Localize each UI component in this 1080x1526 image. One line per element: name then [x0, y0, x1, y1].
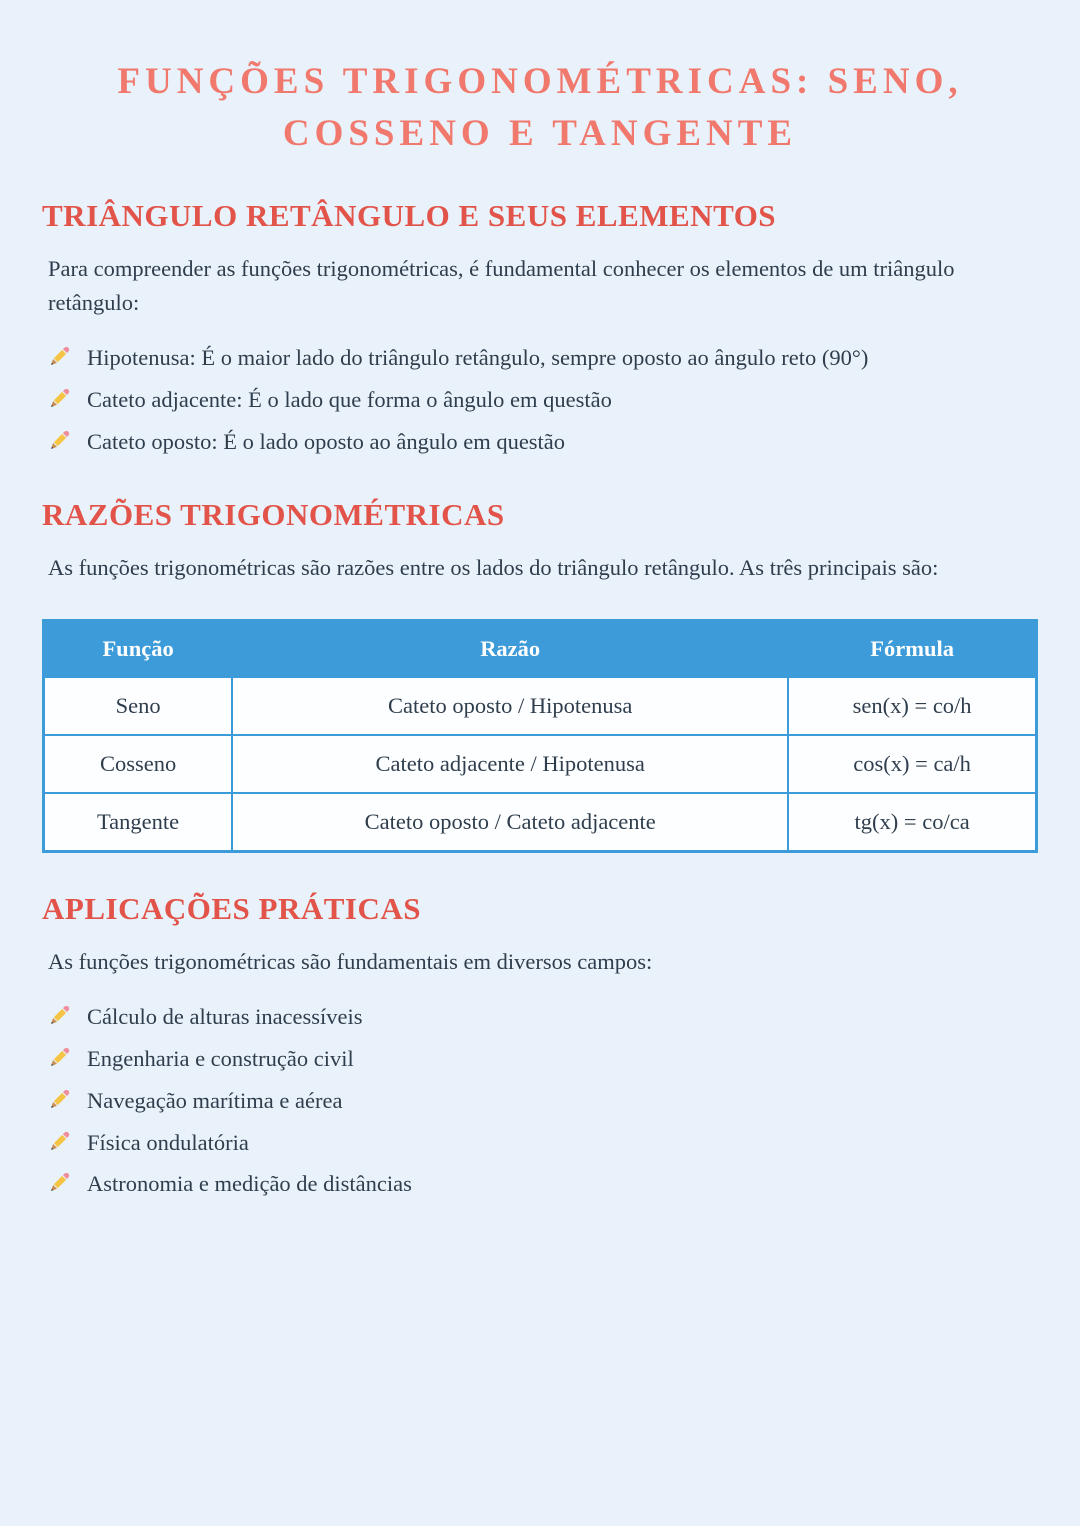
table-cell: Tangente — [44, 793, 233, 852]
list-item — [48, 383, 1038, 417]
table-row — [44, 793, 1037, 852]
section-heading-triangle: TRIÂNGULO RETÂNGULO E SEUS ELEMENTOS — [42, 197, 777, 233]
table-header-row — [44, 621, 1037, 678]
table-cell: tg(x) = co/ca — [788, 793, 1036, 852]
table-row — [44, 677, 1037, 735]
table-cell: Cosseno — [44, 735, 233, 793]
table-cell: sen(x) = co/h — [788, 677, 1036, 735]
list-item-text: Navegação marítima e aérea — [87, 1087, 343, 1113]
pencil-icon — [48, 429, 71, 452]
triangle-bullet-list — [48, 341, 1038, 458]
table-cell: Cateto adjacente / Hipotenusa — [232, 735, 788, 793]
applications-bullet-list — [48, 1000, 1038, 1201]
table-cell: Cateto oposto / Hipotenusa — [232, 677, 788, 735]
section-heading-ratios: RAZÕES TRIGONOMÉTRICAS — [42, 496, 505, 532]
list-item — [48, 1167, 1038, 1201]
list-item-text: Astronomia e medição de distâncias — [87, 1171, 412, 1197]
pencil-icon — [48, 1088, 71, 1111]
page-title-line1: FUNÇÕES TRIGONOMÉTRICAS: SENO, — [117, 61, 963, 102]
list-item — [48, 341, 1038, 375]
pencil-icon — [48, 1004, 71, 1027]
list-item-text: Cálculo de alturas inacessíveis — [87, 1004, 363, 1030]
pencil-icon — [48, 1130, 71, 1153]
list-item-text: Física ondulatória — [87, 1129, 249, 1155]
list-item-text: Cateto oposto: É o lado oposto ao ângulo em questão — [87, 428, 566, 454]
ratios-intro-paragraph: As funções trigonométricas são razões entre os lados do triângulo retângulo. As três principais são: — [48, 554, 939, 580]
page-title — [42, 56, 1038, 160]
list-item-text: Hipotenusa: É o maior lado do triângulo retângulo, sempre oposto ao ângulo reto (90°) — [87, 345, 869, 371]
table-row — [44, 735, 1037, 793]
applications-intro-paragraph: As funções trigonométricas são fundamentais em diversos campos: — [48, 949, 653, 975]
table-header-formula: Fórmula — [788, 621, 1036, 678]
pencil-icon — [48, 387, 71, 410]
trig-ratios-table — [42, 619, 1038, 853]
list-item — [48, 1000, 1038, 1034]
pencil-icon — [48, 1171, 71, 1194]
section-heading-applications: APLICAÇÕES PRÁTICAS — [42, 891, 421, 927]
table-cell: Cateto oposto / Cateto adjacente — [232, 793, 788, 852]
pencil-icon — [48, 1046, 71, 1069]
list-item — [48, 1042, 1038, 1076]
list-item — [48, 1084, 1038, 1118]
table-header-funcao: Função — [44, 621, 233, 678]
list-item — [48, 425, 1038, 459]
page-title-line2: COSSENO E TANGENTE — [282, 112, 798, 154]
table-header-razao: Razão — [232, 621, 788, 678]
list-item-text: Engenharia e construção civil — [87, 1046, 354, 1072]
table-cell: Seno — [44, 677, 233, 735]
list-item-text: Cateto adjacente: É o lado que forma o ângulo em questão — [87, 387, 612, 413]
table-cell: cos(x) = ca/h — [788, 735, 1036, 793]
triangle-intro-paragraph: Para compreender as funções trigonométricas, é fundamental conhecer os elementos de um triângulo retângulo: — [48, 255, 955, 316]
list-item — [48, 1126, 1038, 1160]
pencil-icon — [48, 345, 71, 368]
